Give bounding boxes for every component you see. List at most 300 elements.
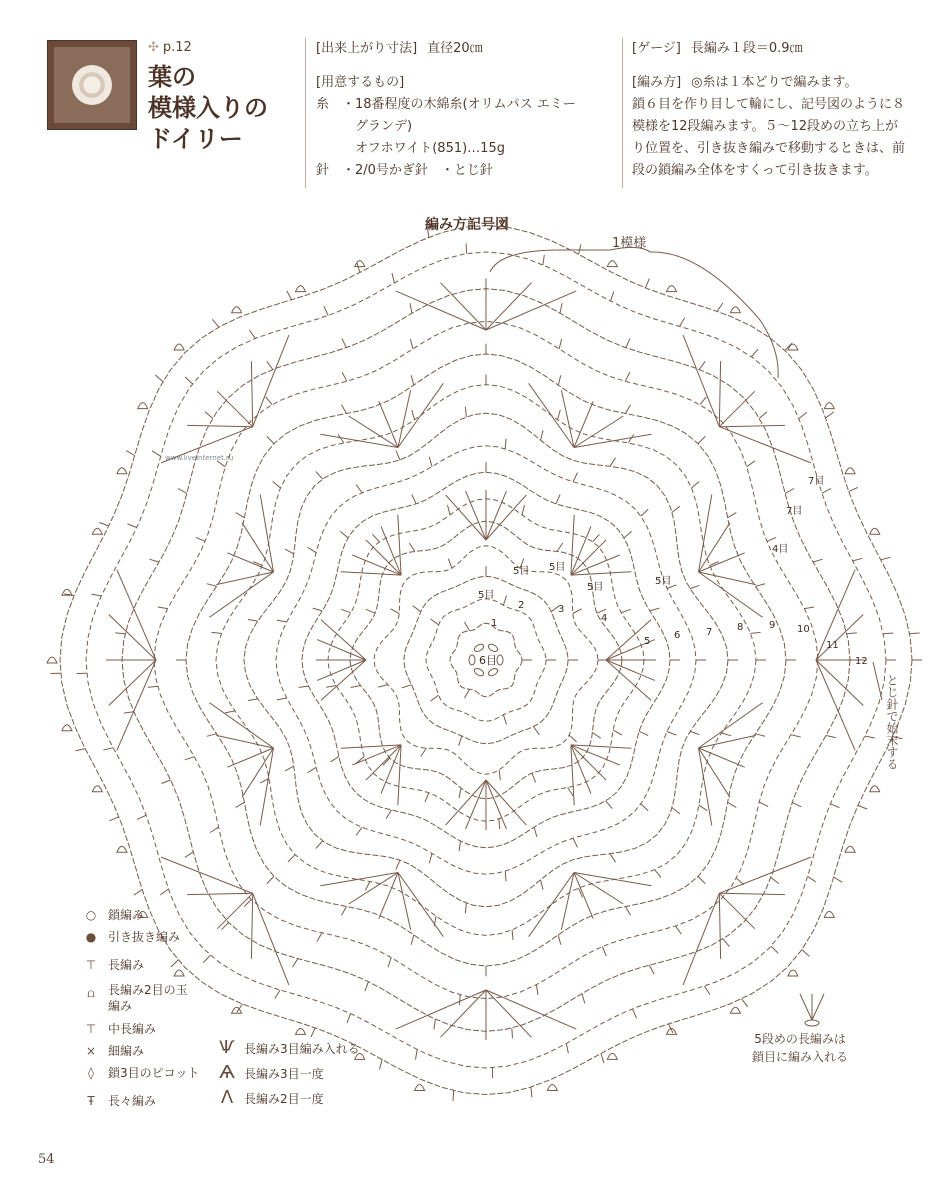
round5-note: 5段めの長編みは 鎖目に編み入れる xyxy=(752,1032,849,1064)
stitch-mark xyxy=(566,1043,568,1053)
stitch-mark xyxy=(126,451,135,456)
title-line-1: 葉の xyxy=(148,63,196,91)
picot-mark xyxy=(870,528,880,534)
stitch-mark xyxy=(799,412,807,418)
stitch-mark xyxy=(287,291,292,300)
leaf-fan-mark xyxy=(109,615,156,661)
stitch-count-label: 5目 xyxy=(478,590,495,601)
round-number: 1 xyxy=(491,618,498,629)
leaf-fan-mark xyxy=(341,572,401,575)
stitch-mark xyxy=(536,985,538,995)
leaf-fan-mark xyxy=(466,780,486,829)
stitch-mark xyxy=(881,557,891,560)
leaf-fan-mark xyxy=(719,893,785,894)
legend-item: Ѱ長編み3目編み入れる xyxy=(216,1036,360,1061)
leaf-fan-mark xyxy=(446,780,486,825)
stitch-mark xyxy=(704,986,710,994)
leaf-fan-mark xyxy=(109,660,156,706)
stitch-mark xyxy=(380,1060,383,1070)
stitch-mark xyxy=(847,633,857,634)
stitch-mark xyxy=(331,756,339,762)
stitch-mark xyxy=(410,303,412,313)
stitch-mark xyxy=(392,273,394,283)
stitch-mark xyxy=(277,620,287,622)
leaf-fan-mark xyxy=(606,660,651,700)
stitch-mark xyxy=(342,405,347,414)
materials-line: オフホワイト(851)…15g xyxy=(316,141,505,156)
stitch-mark xyxy=(448,559,452,569)
stitch-mark xyxy=(771,878,779,884)
stitch-mark xyxy=(196,537,205,541)
stitch-mark xyxy=(573,473,578,482)
picot-mark xyxy=(788,344,798,350)
stitch-mark xyxy=(410,339,412,349)
stitch-mark xyxy=(324,306,328,315)
stitch-mark xyxy=(421,748,427,756)
round-number: 4 xyxy=(601,613,608,624)
stitch-mark xyxy=(217,461,225,467)
stitch-mark xyxy=(710,562,719,566)
stitch-mark xyxy=(560,303,562,313)
leaf-fan-mark xyxy=(398,745,401,805)
stitch-mark xyxy=(390,609,399,614)
stitch-mark xyxy=(356,827,362,835)
legend-item: ○ 鎖編み xyxy=(80,904,199,926)
stitch-mark xyxy=(556,495,560,504)
leaf-fan-mark xyxy=(699,748,712,826)
stitch-mark xyxy=(602,947,606,956)
stitch-mark xyxy=(185,852,193,858)
leaf-fan-mark xyxy=(446,495,486,540)
stitch-mark xyxy=(747,461,755,467)
pattern-repeat-label: 1模様 xyxy=(612,236,647,251)
round-number: 8 xyxy=(737,622,744,633)
slip-stitch-icon: ● xyxy=(85,930,97,944)
stitch-mark xyxy=(611,292,614,302)
stitch-mark xyxy=(559,339,561,349)
stitch-mark xyxy=(826,412,834,418)
materials-line: グランデ) xyxy=(316,119,413,134)
round-number: 3 xyxy=(558,604,565,615)
leaf-fan-mark xyxy=(217,893,252,928)
title-line-2: 模様入りの xyxy=(148,94,268,122)
leaf-fan-mark xyxy=(699,748,745,767)
stitch-count-label: 4目 xyxy=(772,544,789,555)
picot-mark xyxy=(117,468,127,474)
stitch-mark xyxy=(185,377,192,384)
stitch-mark xyxy=(802,950,810,957)
leaf-fan-mark xyxy=(719,427,811,463)
leaf-fan-mark xyxy=(486,990,576,1029)
leaf-fan-mark xyxy=(187,425,253,426)
chain-stitch-mark xyxy=(487,667,499,677)
stitch-mark xyxy=(388,958,391,968)
stitch-mark xyxy=(639,731,648,735)
stitch-mark xyxy=(698,436,705,443)
leaf-fan-mark xyxy=(574,873,593,919)
stitch-mark xyxy=(155,375,163,382)
stitch-mark xyxy=(236,513,245,518)
stitch-mark xyxy=(633,1009,637,1018)
stitch-mark xyxy=(365,982,369,992)
leaf-fan-mark xyxy=(321,660,366,700)
picot-mark xyxy=(607,1053,617,1059)
stitch-mark xyxy=(411,375,414,385)
stitch-mark xyxy=(373,534,380,542)
method-line: 模様を12段編みます。５～12段めの立ち上が xyxy=(632,119,899,134)
stitch-mark xyxy=(641,509,648,516)
leaf-fan-mark xyxy=(719,391,754,426)
picot-mark xyxy=(92,786,102,792)
stitch-mark xyxy=(342,372,347,381)
stitch-mark xyxy=(158,607,168,609)
round-number: 10 xyxy=(797,624,810,635)
stitch-mark xyxy=(212,319,218,327)
leaf-fan-mark xyxy=(253,893,289,985)
stitch-mark xyxy=(365,881,370,890)
stitch-mark xyxy=(512,1028,513,1038)
bobble-stitch-icon: ⩍ xyxy=(87,986,95,1000)
stitch-mark xyxy=(313,608,323,611)
stitch-mark xyxy=(402,685,412,688)
stitch-mark xyxy=(211,632,221,633)
leaf-fan-mark xyxy=(719,361,720,427)
legend-item: ◊ 鎖3目のピコット xyxy=(80,1062,199,1084)
stitch-mark xyxy=(558,935,561,945)
leaf-fan-mark xyxy=(251,893,252,959)
stitch-mark xyxy=(573,838,578,847)
stitch-mark xyxy=(225,711,235,713)
leaf-fan-mark xyxy=(317,660,366,680)
stitch-mark xyxy=(625,372,630,381)
stitch-mark xyxy=(573,609,582,614)
legend-item: ● 引き抜き編み xyxy=(80,926,199,948)
page-reference: ✣ p.12 xyxy=(148,40,192,55)
stitch-mark xyxy=(396,860,400,869)
stitch-mark xyxy=(849,487,858,491)
stitch-mark xyxy=(342,907,347,916)
stitch-mark xyxy=(161,780,170,784)
leaf-fan-mark xyxy=(379,401,398,447)
leaf-fan-mark xyxy=(486,780,526,825)
stitch-mark xyxy=(626,405,631,414)
stitch-mark xyxy=(317,933,322,942)
stitch-mark xyxy=(357,263,360,273)
stitch-mark xyxy=(148,686,158,687)
stitch-mark xyxy=(459,995,460,1005)
stitch-mark xyxy=(499,819,500,829)
leaf-fan-mark xyxy=(217,391,252,426)
materials-label: [用意するもの] xyxy=(316,75,405,90)
stitch-mark xyxy=(541,880,543,890)
materials-line: 糸 ・18番程度の木綿糸(オリムパス エミー xyxy=(316,97,576,112)
leaf-fan-mark xyxy=(486,491,506,540)
method-line: 鎖６目を作り目して輪にし、記号図のように８ xyxy=(632,97,906,112)
stitch-mark xyxy=(316,841,323,849)
stitch-mark xyxy=(396,451,400,460)
legend-item: × 細編み xyxy=(80,1040,199,1062)
size-label: [出来上がり寸法] xyxy=(316,41,418,56)
stitch-mark xyxy=(356,485,362,493)
stitch-mark xyxy=(505,217,506,227)
leaf-fan-mark xyxy=(683,893,719,985)
legend-item: Ѧ長編み3目一度 xyxy=(216,1061,360,1086)
stitch-mark xyxy=(459,788,461,798)
finish-pointer-line xyxy=(873,662,882,700)
stitch-mark xyxy=(613,730,622,735)
stitch-mark xyxy=(110,817,119,821)
stitch-mark xyxy=(431,619,439,625)
stitch-mark xyxy=(288,855,295,862)
page-number: 54 xyxy=(38,1152,55,1167)
stitch-mark xyxy=(826,736,836,738)
gauge-label: [ゲージ] xyxy=(632,41,681,56)
stitch-mark xyxy=(459,736,462,746)
leaf-fan-mark xyxy=(719,425,785,426)
stitch-mark xyxy=(756,584,766,587)
title-line-3: ドイリー xyxy=(148,125,243,153)
stitch-mark xyxy=(299,686,309,688)
stitch-mark xyxy=(185,757,195,760)
stitch-mark xyxy=(649,965,654,974)
stitch-mark xyxy=(808,876,816,882)
leaf-fan-mark xyxy=(117,570,156,660)
stitch-mark xyxy=(253,562,262,566)
leaf-fan-mark xyxy=(719,893,720,959)
stitch-mark xyxy=(700,397,707,405)
stitch-mark xyxy=(698,876,705,883)
stitch-mark xyxy=(115,633,125,634)
stitch-mark xyxy=(277,698,287,700)
stitch-mark xyxy=(785,489,794,494)
stitch-mark xyxy=(124,712,134,713)
stitch-mark xyxy=(853,558,863,561)
chain-stitch-mark xyxy=(473,667,485,677)
stitch-mark xyxy=(690,585,700,588)
stitch-mark xyxy=(606,801,613,809)
stitch-mark xyxy=(610,458,615,467)
leaf-fan-mark xyxy=(396,990,486,1029)
stitch-mark xyxy=(453,1091,454,1101)
stitch-mark xyxy=(203,955,210,962)
picot-mark xyxy=(730,307,740,313)
method-row: [編み方] ◎糸は１本どりで編みます。 xyxy=(632,75,858,90)
chain-stitch-icon: ○ xyxy=(85,908,97,922)
stitch-mark xyxy=(210,827,219,832)
stitch-mark xyxy=(626,338,630,347)
stitch-mark xyxy=(579,244,581,254)
finish-note: とじ針で始末する xyxy=(885,674,899,770)
chain-stitch-mark xyxy=(497,655,503,665)
stitch-mark xyxy=(273,482,281,488)
stitch-mark xyxy=(667,732,676,736)
stitch-mark xyxy=(792,803,801,807)
stitch-mark xyxy=(557,543,563,551)
stitch-mark xyxy=(699,805,707,811)
stitch-mark xyxy=(412,410,415,420)
picot-mark xyxy=(547,1085,557,1091)
leaf-fan-mark xyxy=(260,748,273,826)
picot-mark xyxy=(415,1085,425,1091)
stitch-count-label: 5目 xyxy=(587,582,604,593)
stitch-mark xyxy=(465,622,470,631)
leaf-fan-mark xyxy=(341,745,401,748)
stitch-mark xyxy=(413,606,421,612)
stitch-mark xyxy=(411,935,414,945)
method-line: 段の鎖編み全体をすくって引き抜きます。 xyxy=(632,163,878,178)
stitch-mark xyxy=(499,770,500,780)
stitch-mark xyxy=(722,733,732,736)
stitch-mark xyxy=(91,594,101,596)
legend-item: ⊤ 中長編み xyxy=(80,1018,199,1040)
stitch-mark xyxy=(207,584,217,587)
legend-item: ⩍ 長編み2目の玉編み xyxy=(80,982,199,1014)
stitch-mark xyxy=(347,1014,351,1024)
chain-stitch-mark xyxy=(469,655,475,665)
stitch-mark xyxy=(830,804,839,808)
stitch-mark xyxy=(728,513,737,518)
stitch-mark xyxy=(275,990,280,999)
picot-icon: ◊ xyxy=(88,1066,94,1080)
leaf-fan-mark xyxy=(486,780,506,829)
stitch-mark xyxy=(759,802,768,807)
stitch-count-label: 5目 xyxy=(549,562,566,573)
stitch-mark xyxy=(326,686,336,688)
round-number: 9 xyxy=(769,620,776,631)
stitch-mark xyxy=(834,877,843,882)
stitch-mark xyxy=(655,870,661,878)
stitch-count-label: 5目 xyxy=(513,566,530,577)
picot-mark xyxy=(730,1007,740,1013)
stitch-mark xyxy=(593,534,600,542)
round-number: 5 xyxy=(644,636,651,647)
leaf-fan-mark xyxy=(251,361,252,427)
leaf-fan-mark xyxy=(161,427,253,463)
stitch-mark xyxy=(429,853,432,863)
stitch-mark xyxy=(267,876,274,883)
stitch-mark xyxy=(791,735,801,737)
stitch-mark xyxy=(505,439,506,449)
stitch-mark xyxy=(409,543,415,551)
stitch-mark xyxy=(99,523,108,526)
stitch-mark xyxy=(503,596,506,606)
stitch-mark xyxy=(160,889,168,895)
stitch-mark xyxy=(292,959,298,968)
stitch-mark xyxy=(267,361,273,369)
leaf-fan-mark xyxy=(683,335,719,427)
half-double-crochet-icon: ⊤ xyxy=(85,1022,97,1036)
leaf-fan-mark xyxy=(606,660,655,680)
stitch-mark xyxy=(624,531,632,538)
stitch-mark xyxy=(425,793,429,802)
stitch-mark xyxy=(522,505,525,515)
stitch-count-label: 5目 xyxy=(655,576,672,587)
round-number: 7 xyxy=(706,627,713,638)
stitch-mark xyxy=(883,633,893,634)
stitch-mark xyxy=(628,434,634,443)
stitch-mark xyxy=(267,436,274,443)
leaf-fan-mark xyxy=(227,553,273,572)
stitch-mark xyxy=(465,903,466,913)
stitch-mark xyxy=(531,1087,532,1097)
picot-mark xyxy=(824,911,834,917)
picot-mark xyxy=(92,528,102,534)
stitch-mark xyxy=(103,748,113,750)
stitch-mark xyxy=(592,733,600,739)
stitch-mark xyxy=(465,407,466,417)
two-dc-decrease-icon: Λ xyxy=(220,1087,234,1108)
stitch-mark xyxy=(759,412,767,419)
stitch-mark xyxy=(610,854,615,863)
leaf-ornament-icon: ✣ xyxy=(148,40,159,55)
stitch-mark xyxy=(558,375,561,385)
legend-item: Λ長編み2目一度 xyxy=(216,1086,360,1111)
stitch-mark xyxy=(751,632,761,633)
picot-mark xyxy=(607,261,617,267)
stitch-mark xyxy=(386,810,391,819)
stitch-mark xyxy=(416,1050,418,1060)
stitch-mark xyxy=(569,735,577,742)
leaf-fan-mark xyxy=(574,401,593,447)
three-dc-increase-icon: Ѱ xyxy=(219,1037,235,1058)
stitch-mark xyxy=(641,804,648,811)
stitch-mark xyxy=(285,549,294,554)
watermark-text: www.liveinternet.ru xyxy=(165,454,234,462)
picot-mark xyxy=(845,846,855,852)
legend-item: ⊤ 長編み xyxy=(80,954,199,976)
stitch-mark xyxy=(341,609,351,612)
stitch-mark xyxy=(505,871,506,881)
stitch-mark xyxy=(266,397,273,405)
leaf-fan-mark xyxy=(253,335,289,427)
stitch-mark xyxy=(645,279,649,288)
leaf-fan-mark xyxy=(486,495,526,540)
center-stitch-label: 6目 xyxy=(479,654,497,667)
stitch-mark xyxy=(672,808,680,814)
stitch-mark xyxy=(690,731,700,734)
stitch-legend-right xyxy=(216,1036,360,1111)
stitch-mark xyxy=(650,608,660,611)
leaf-fan-mark xyxy=(321,620,366,660)
stitch-mark xyxy=(534,827,537,837)
size-value: 直径20㎝ xyxy=(427,41,483,56)
stitch-mark xyxy=(366,609,375,613)
leaf-fan-mark xyxy=(719,857,811,893)
leaf-fan-mark xyxy=(571,745,631,748)
stitch-mark xyxy=(512,930,513,940)
stitch-mark xyxy=(771,946,778,953)
picot-mark xyxy=(174,344,184,350)
picot-mark xyxy=(232,307,242,313)
picot-mark xyxy=(870,786,880,792)
leaf-fan-mark xyxy=(699,494,712,572)
stitch-mark xyxy=(579,888,583,897)
leaf-fan-mark xyxy=(466,491,486,540)
leaf-fan-mark xyxy=(187,893,253,894)
stitch-mark xyxy=(249,330,255,338)
picot-mark xyxy=(667,286,677,292)
stitch-mark xyxy=(248,699,258,701)
stitch-mark xyxy=(533,727,539,735)
leaf-fan-mark xyxy=(396,291,486,330)
stitch-mark xyxy=(626,907,631,916)
diagram-title: 編み方記号図 xyxy=(425,217,509,233)
stitch-mark xyxy=(532,773,536,782)
leaf-fan-mark xyxy=(227,748,273,767)
leaf-fan-mark xyxy=(398,515,401,575)
stitch-mark xyxy=(152,451,161,456)
stitch-mark xyxy=(285,766,294,771)
